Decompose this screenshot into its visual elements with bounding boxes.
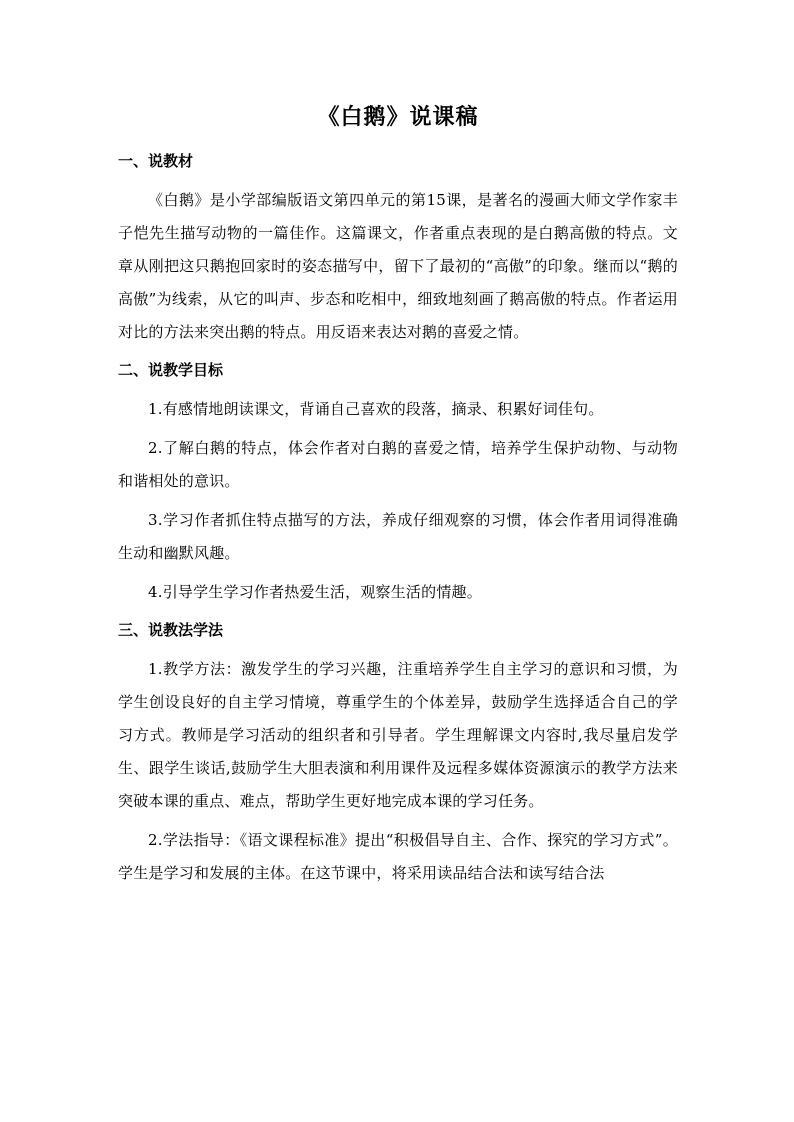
document-body (118, 100, 678, 896)
paragraph: 4.引导学生学习作者热爱生活，观察生活的情趣。 (148, 583, 482, 601)
section-teaching-methods (118, 615, 678, 890)
section-heading: 二、说教学目标 (118, 361, 224, 379)
section-teaching-material (118, 146, 678, 349)
section-heading: 一、说教材 (118, 152, 194, 170)
paragraph: 2.了解白鹅的特点，体会作者对白鹅的喜爱之情，培养学生保护动物、与动物和谐相处的意识。 (118, 439, 678, 490)
paragraph: 1.教学方法：激发学生的学习兴趣，注重培养学生自主学习的意识和习惯，为学生创设良好的自主学习情境，尊重学生的个体差异，鼓励学生选择适合自己的学习方式。教师是学习活动的组织者和引导者。学生理解课文内容时,我尽量启发学生、跟学生谈话,鼓励学生大胆表演和利用课件及远程多媒体资源演示的教学方法来突破本课的重点、难点，帮助学生更好地完成本课的学习任务。 (118, 660, 678, 810)
paragraph: 3.学习作者抓住特点描写的方法，养成仔细观察的习惯，体会作者用词得准确生动和幽默风趣。 (118, 511, 678, 562)
paragraph: 1.有感情地朗读课文，背诵自己喜欢的段落，摘录、积累好词佳句。 (148, 400, 604, 418)
document-title: 《白鹅》说课稿 (317, 105, 479, 130)
paragraph: 2.学法指导：《语文课程标准》提出“积极倡导自主、合作、探究的学习方式”。学生是学习和发展的主体。在这节课中，将采用读品结合法和读写结合法 (118, 831, 678, 882)
paragraph: 《白鹅》是小学部编版语文第四单元的第15课，是著名的漫画大师文学作家丰子恺先生描写动物的一篇佳作。这篇课文，作者重点表现的是白鹅高傲的特点。文章从刚把这只鹅抱回家时的姿态描写中，留下了最初的“高傲”的印象。继而以“鹅的高傲”为线索，从它的叫声、步态和吃相中，细致地刻画了鹅高傲的特点。作者运用对比的方法来突出鹅的特点。用反语来表达对鹅的喜爱之情。 (118, 191, 678, 341)
section-heading: 三、说教法学法 (118, 621, 224, 639)
section-teaching-objectives (118, 355, 678, 609)
